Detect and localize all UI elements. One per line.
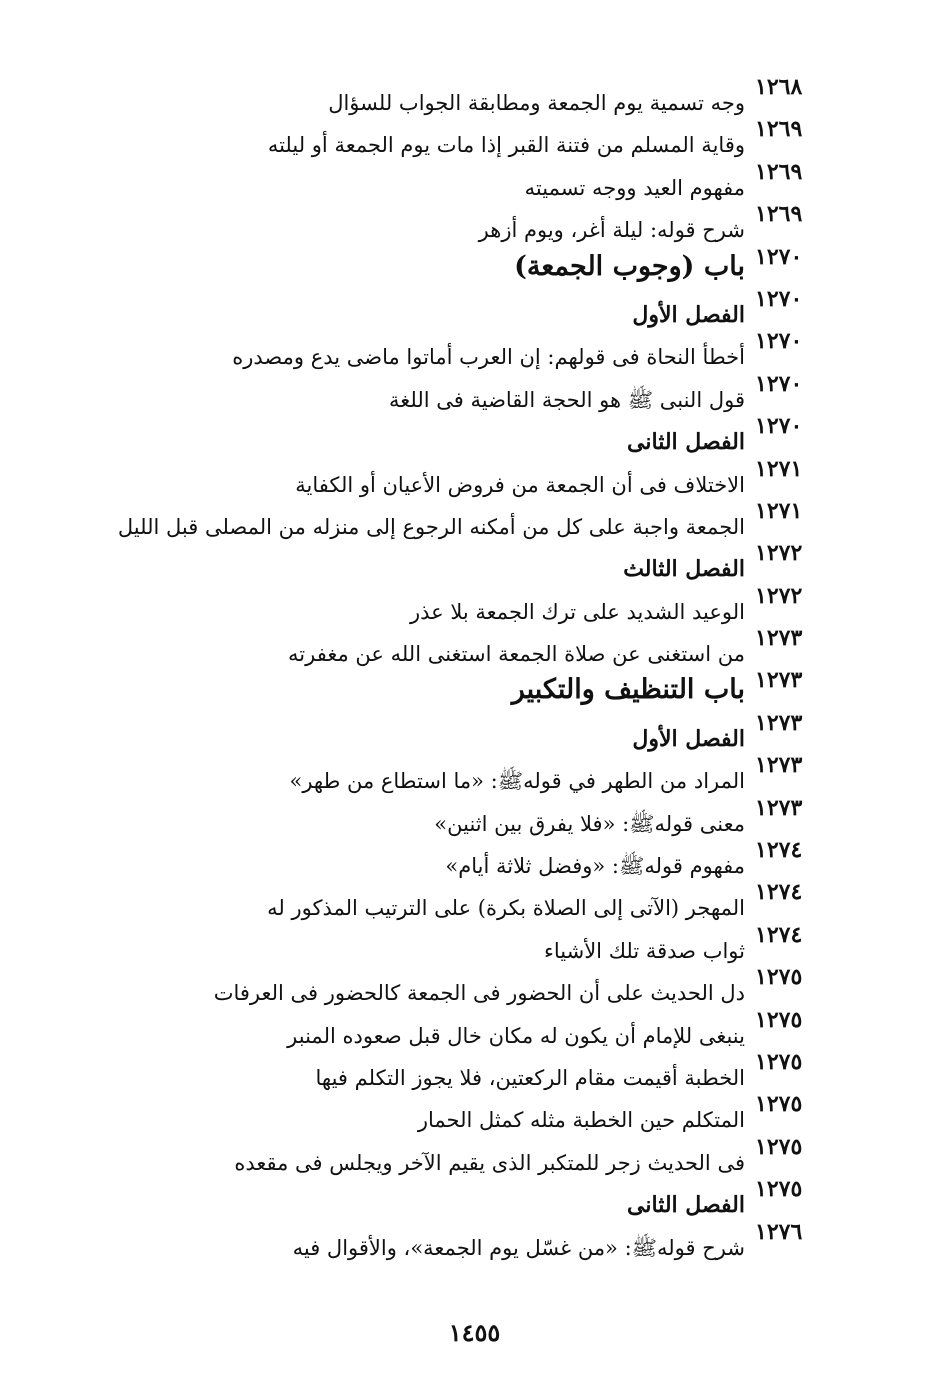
toc-entry-row bbox=[70, 1134, 845, 1176]
toc-entry-row bbox=[70, 879, 845, 921]
entry-title: معنى قولهﷺ: «فلا يفرق بين اثنين» bbox=[434, 811, 745, 836]
toc-entry-row bbox=[70, 328, 845, 370]
entry-title: الوعيد الشديد على ترك الجمعة بلا عذر bbox=[410, 599, 745, 624]
chapter-title: باب (وجوب الجمعة) bbox=[514, 250, 745, 282]
page-number-footer: ١٤٥٥ bbox=[448, 1318, 501, 1347]
entry-page-number: ١٢٧٠ bbox=[755, 328, 803, 355]
toc-section-row bbox=[70, 413, 845, 455]
toc-section-row bbox=[70, 286, 845, 328]
entry-title: المهجر (الآتى إلى الصلاة بكرة) على الترتيب المذكور له bbox=[267, 896, 745, 921]
toc-entry-row bbox=[70, 1049, 845, 1091]
toc-entry-row bbox=[70, 1007, 845, 1049]
toc-entry-row bbox=[70, 201, 845, 243]
toc-entry-row bbox=[70, 1219, 845, 1261]
entry-page-number: ١٢٧٣ bbox=[755, 794, 803, 821]
entry-page-number: ١٢٧١ bbox=[755, 455, 803, 482]
section-title: الفصل الثانى bbox=[627, 1192, 745, 1219]
entry-page-number: ١٢٦٩ bbox=[755, 158, 803, 185]
entry-title: ثواب صدقة تلك الأشياء bbox=[544, 938, 745, 963]
toc-entry-row bbox=[70, 74, 845, 116]
entry-page-number: ١٢٧٣ bbox=[755, 667, 803, 694]
entry-page-number: ١٢٧٠ bbox=[755, 285, 803, 312]
entry-title: مفهوم العيد ووجه تسميته bbox=[524, 175, 745, 200]
entry-page-number: ١٢٧٥ bbox=[755, 1091, 803, 1118]
entry-title: من استغنى عن صلاة الجمعة استغنى الله عن مغفرته bbox=[288, 642, 745, 667]
entry-page-number: ١٢٧٣ bbox=[755, 709, 803, 736]
toc-chapter-row bbox=[70, 667, 845, 709]
toc-entry-row bbox=[70, 795, 845, 837]
entry-title: ينبغى للإمام أن يكون له مكان خال قبل صعوده المنبر bbox=[287, 1023, 745, 1048]
entry-title: مفهوم قولهﷺ: «وفضل ثلاثة أيام» bbox=[445, 854, 745, 879]
section-title: الفصل الأول bbox=[632, 725, 745, 752]
entry-page-number: ١٢٧٥ bbox=[755, 1133, 803, 1160]
entry-page-number: ١٢٧٤ bbox=[755, 837, 803, 864]
chapter-title: باب التنظيف والتكبير bbox=[511, 674, 745, 706]
entry-page-number: ١٢٧٠ bbox=[755, 370, 803, 397]
section-title: الفصل الثالث bbox=[623, 556, 745, 583]
entry-title: أخطأ النحاة فى قولهم: إن العرب أماتوا ماضى يدع ومصدره bbox=[232, 345, 745, 370]
toc-chapter-row bbox=[70, 244, 845, 286]
entry-page-number: ١٢٦٩ bbox=[755, 201, 803, 228]
table-of-contents bbox=[70, 74, 845, 1261]
entry-title: فى الحديث زجر للمتكبر الذى يقيم الآخر ويجلس فى مقعده bbox=[234, 1150, 745, 1175]
toc-entry-row bbox=[70, 1091, 845, 1133]
entry-page-number: ١٢٦٨ bbox=[755, 74, 803, 100]
toc-entry-row bbox=[70, 922, 845, 964]
toc-entry-row bbox=[70, 583, 845, 625]
section-title: الفصل الثانى bbox=[627, 429, 745, 456]
entry-page-number: ١٢٧١ bbox=[755, 497, 803, 524]
entry-title: المراد من الطهر في قولهﷺ: «ما استطاع من طهر» bbox=[289, 769, 745, 794]
entry-page-number: ١٢٧٢ bbox=[755, 540, 803, 567]
entry-page-number: ١٢٧٥ bbox=[755, 1048, 803, 1075]
toc-entry-row bbox=[70, 371, 845, 413]
entry-title: دل الحديث على أن الحضور فى الجمعة كالحضور فى العرفات bbox=[213, 981, 745, 1006]
entry-title: وجه تسمية يوم الجمعة ومطابقة الجواب للسؤال bbox=[328, 91, 745, 115]
entry-title: المتكلم حين الخطبة مثله كمثل الحمار bbox=[417, 1108, 745, 1133]
entry-title: الاختلاف فى أن الجمعة من فروض الأعيان أو الكفاية bbox=[295, 472, 745, 497]
section-title: الفصل الأول bbox=[632, 301, 745, 328]
entry-page-number: ١٢٧٤ bbox=[755, 921, 803, 948]
entry-title: شرح قولهﷺ: «من غسّل يوم الجمعة»، والأقوال فيه bbox=[292, 1235, 745, 1260]
entry-page-number: ١٢٧٠ bbox=[755, 413, 803, 440]
entry-title: الجمعة واجبة على كل من أمكنه الرجوع إلى منزله من المصلى قبل الليل bbox=[117, 514, 745, 539]
toc-entry-row bbox=[70, 964, 845, 1006]
toc-section-row bbox=[70, 1176, 845, 1218]
entry-title: الخطبة أقيمت مقام الركعتين، فلا يجوز التكلم فيها bbox=[315, 1065, 745, 1090]
entry-page-number: ١٢٧٥ bbox=[755, 1006, 803, 1033]
entry-page-number: ١٢٧٤ bbox=[755, 879, 803, 906]
toc-entry-row bbox=[70, 456, 845, 498]
entry-title: شرح قوله: ليلة أغر، ويوم أزهر bbox=[478, 218, 745, 243]
entry-page-number: ١٢٦٩ bbox=[755, 116, 803, 143]
entry-page-number: ١٢٧٥ bbox=[755, 964, 803, 991]
toc-entry-row bbox=[70, 625, 845, 667]
toc-entry-row bbox=[70, 116, 845, 158]
entry-page-number: ١٢٧٣ bbox=[755, 752, 803, 779]
entry-page-number: ١٢٧٠ bbox=[755, 243, 803, 270]
toc-entry-row bbox=[70, 498, 845, 540]
entry-page-number: ١٢٧٥ bbox=[755, 1176, 803, 1203]
entry-page-number: ١٢٧٦ bbox=[755, 1218, 803, 1245]
toc-entry-row bbox=[70, 837, 845, 879]
entry-page-number: ١٢٧٣ bbox=[755, 625, 803, 652]
toc-section-row bbox=[70, 710, 845, 752]
toc-entry-row bbox=[70, 752, 845, 794]
toc-entry-row bbox=[70, 159, 845, 201]
entry-page-number: ١٢٧٢ bbox=[755, 582, 803, 609]
toc-section-row bbox=[70, 540, 845, 582]
entry-title: قول النبى ﷺ هو الحجة القاضية فى اللغة bbox=[389, 387, 745, 412]
entry-title: وقاية المسلم من فتنة القبر إذا مات يوم الجمعة أو ليلته bbox=[267, 133, 745, 158]
